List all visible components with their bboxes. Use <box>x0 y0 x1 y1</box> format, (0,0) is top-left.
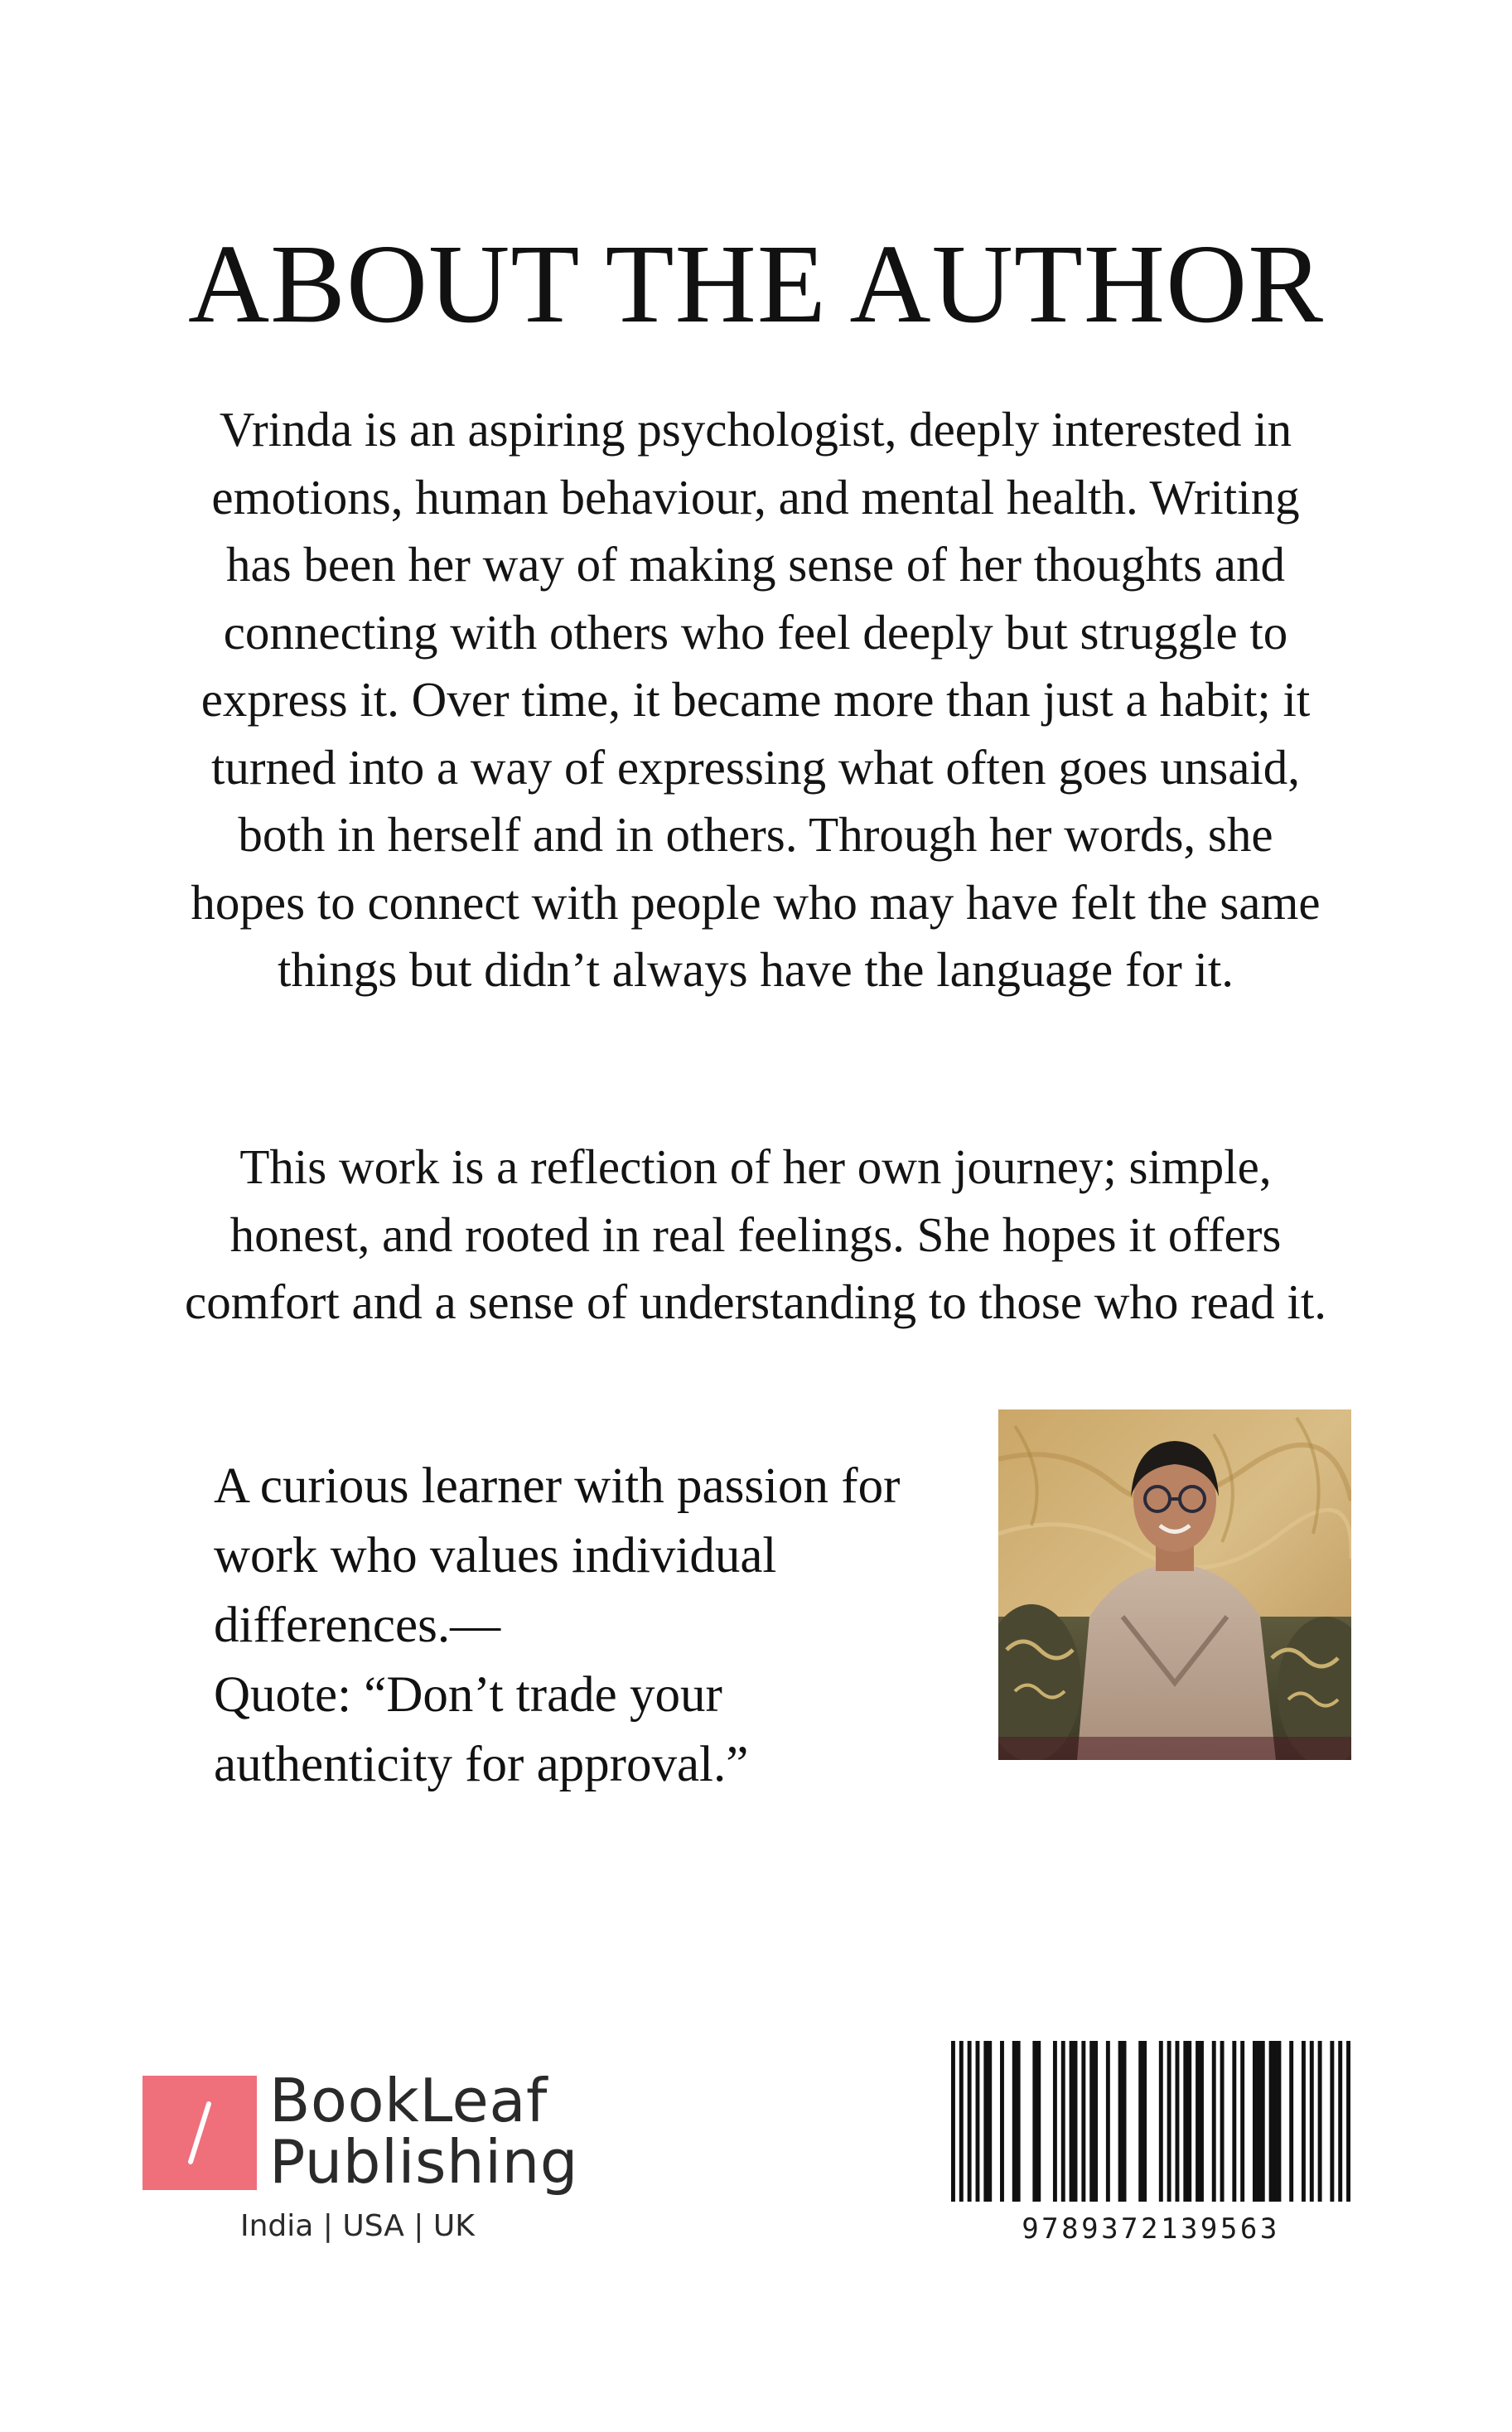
barcode-bar <box>1176 2041 1180 2202</box>
barcode-bar <box>1012 2041 1021 2202</box>
barcode <box>951 2041 1350 2202</box>
barcode-bar <box>1338 2041 1342 2202</box>
barcode-bar <box>1061 2041 1065 2202</box>
slash-icon <box>191 2104 209 2162</box>
barcode-bar <box>1212 2041 1216 2202</box>
barcode-bar <box>1081 2041 1085 2202</box>
page-title: ABOUT THE AUTHOR <box>187 222 1325 346</box>
tagline-line: differences.— <box>214 1598 501 1653</box>
tagline-line: A curious learner with passion for <box>214 1458 901 1514</box>
tagline-line: Quote: “Don’t trade your <box>214 1667 722 1723</box>
barcode-bar <box>968 2041 972 2202</box>
barcode-bar <box>1032 2041 1041 2202</box>
barcode-bar <box>1220 2041 1225 2202</box>
tagline-line: work who values individual <box>214 1528 777 1583</box>
barcode-bar <box>1240 2041 1244 2202</box>
author-bio-paragraph-2: This work is a reflection of her own journey; simple, honest, and rooted in real feelings. She hopes it offers comfort and a sense of understanding to those who read it. <box>185 1139 1326 1329</box>
barcode-bar <box>1089 2041 1098 2202</box>
author-bio-paragraph-1: Vrinda is an aspiring psychologist, deeply interested in emotions, human behaviour, and mental health. Writing has been her way of making sense of her thoughts and connecting with others who feel deeply but struggle to express it. Over time, it became more than just a habit; it turned into a way of expressing what often goes unsaid, both in herself and in others. Through her words, she hopes to connect with people who may have felt the same things but didn’t always have the language for it. <box>191 402 1321 997</box>
author-photo <box>998 1409 1351 1760</box>
barcode-bar <box>976 2041 980 2202</box>
barcode-bar <box>1118 2041 1127 2202</box>
barcode-bar <box>1330 2041 1334 2202</box>
barcode-bar <box>1167 2041 1171 2202</box>
barcode-bar <box>1053 2041 1057 2202</box>
barcode-bar <box>1106 2041 1110 2202</box>
author-tagline <box>214 1452 959 1800</box>
publisher-name-line-1: BookLeaf <box>269 2066 548 2135</box>
barcode-bar <box>1232 2041 1236 2202</box>
barcode-bar <box>1253 2041 1265 2202</box>
barcode-bar <box>959 2041 964 2202</box>
barcode-bar <box>1070 2041 1078 2202</box>
barcode-bar <box>1269 2041 1282 2202</box>
publisher-regions: India | USA | UK <box>240 2209 475 2243</box>
barcode-bar <box>983 2041 992 2202</box>
publisher-logo-mark <box>143 2076 257 2190</box>
barcode-bar <box>1318 2041 1322 2202</box>
barcode-bar <box>1159 2041 1163 2202</box>
publisher-name-line-2: Publishing <box>269 2127 578 2197</box>
barcode-bar <box>1138 2041 1147 2202</box>
barcode-bar <box>1310 2041 1314 2202</box>
barcode-bar <box>1000 2041 1004 2202</box>
isbn-number: 9789372139563 <box>1022 2212 1280 2246</box>
barcode-bar <box>951 2041 955 2202</box>
tagline-line: authenticity for approval.” <box>214 1737 749 1792</box>
barcode-bar <box>1196 2041 1204 2202</box>
barcode-bar <box>1289 2041 1293 2202</box>
barcode-bar <box>1346 2041 1350 2202</box>
barcode-bar <box>1302 2041 1306 2202</box>
barcode-bar <box>1183 2041 1191 2202</box>
